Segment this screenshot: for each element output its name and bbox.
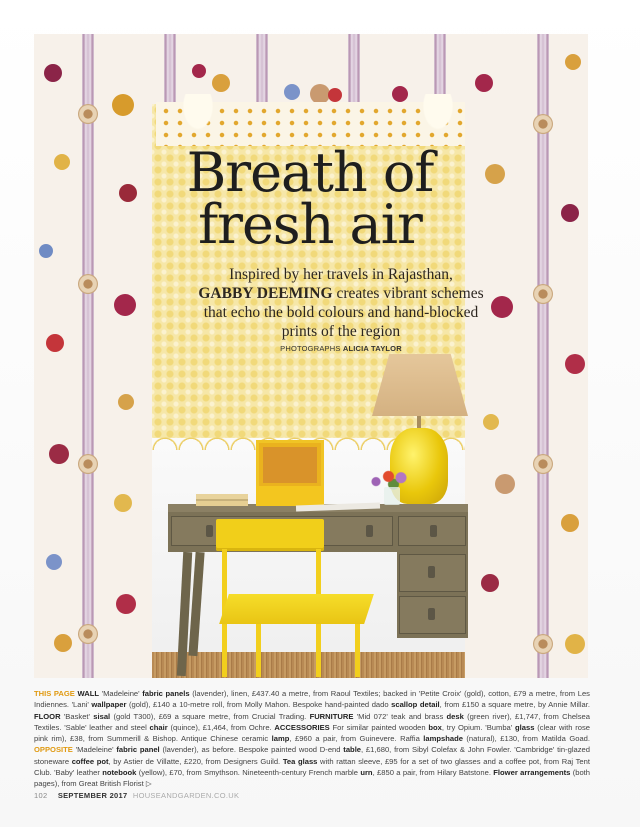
caption-section-heading: THIS PAGE xyxy=(34,689,75,698)
fabric-bow-right xyxy=(420,94,456,134)
caption-item: scallop detail xyxy=(391,700,440,710)
sisal-floor xyxy=(152,652,465,678)
caption-item: glass xyxy=(515,722,535,732)
books xyxy=(196,494,248,506)
caption-item: Flower arrangements xyxy=(493,768,571,778)
caption-category: ACCESSORIES xyxy=(274,722,330,732)
page-footer xyxy=(34,791,239,800)
caption-text: , £850 a pair, from Hilary Batstone. xyxy=(372,768,494,778)
caption-text: (gold), £140 a 10-metre roll, from Molly Mahon. Bespoke hand-painted dado xyxy=(126,700,392,710)
caption-item: table xyxy=(343,745,362,755)
interior-photo xyxy=(34,34,588,678)
caption-category: WALL xyxy=(77,689,100,698)
caption-item: lampshade xyxy=(423,734,463,744)
page-number: 102 xyxy=(34,791,48,800)
standfirst-text: Inspired by her travels in Rajasthan, xyxy=(229,266,453,283)
desk-pedestal xyxy=(397,552,468,638)
product-caption xyxy=(34,688,590,790)
photographer-name: ALICIA TAYLOR xyxy=(342,344,402,353)
standfirst xyxy=(196,265,486,341)
headline xyxy=(150,141,470,256)
caption-text: (clear with rose pink rim), £38, from Summerill & Bishop. Antique Chinese ceramic xyxy=(34,722,591,744)
standfirst-text-2: creates vibrant schemes that echo the bold colours and hand-blocked prints of the region xyxy=(203,285,484,340)
caption-text: (lavender), as before. Bespoke painted wood D-end xyxy=(159,745,344,755)
headline-line-2: fresh air xyxy=(198,193,422,256)
caption-text: (natural), £130, from Matilda Goad. xyxy=(462,734,591,744)
yellow-chair-back xyxy=(216,519,324,551)
chair-leg xyxy=(256,624,261,677)
caption-section-heading: OPPOSITE xyxy=(34,745,73,755)
caption-text: , from £150 a square metre, by Annie Millar. xyxy=(439,700,590,710)
caption-item: fabric panels xyxy=(142,689,190,698)
credit-label: PHOTOGRAPHS xyxy=(280,344,343,353)
caption-text: ▷ xyxy=(145,779,152,789)
caption-text: 'Mid 072' teak and brass xyxy=(353,711,447,721)
caption-item: Tea glass xyxy=(282,756,318,766)
caption-item: lamp xyxy=(271,734,290,744)
caption-text: 'Madeleine' xyxy=(99,689,143,698)
caption-item: fabric panel xyxy=(116,745,160,755)
caption-text: (lavender), linen, £437.40 a metre, from Raoul Textiles; backed in 'Petite Croix' (gold), cotton, £79 a metre, from Les Indiennes. 'Lani' xyxy=(34,689,590,710)
floral-fabric-panel-left xyxy=(34,34,152,678)
author-name: GABBY DEEMING xyxy=(198,285,333,302)
caption-text: (both pages), from Great British Florist xyxy=(34,768,591,789)
caption-text: (green river), £1,747, from Chelsea Textiles. 'Sable' leather and steel xyxy=(34,711,590,732)
caption-category: FLOOR xyxy=(34,711,61,721)
caption-text: , try Opium. 'Bumba' xyxy=(441,722,515,732)
headline-line-1: Breath of xyxy=(186,141,434,204)
caption-text: (yellow), £70, from Smythson. Nineteenth-century French marble xyxy=(136,768,361,778)
caption-item: chair xyxy=(149,722,168,732)
caption-item: urn xyxy=(360,768,373,778)
caption-item: desk xyxy=(446,711,464,721)
caption-text: , £1,680, from Sibyl Colefax & John Fowler. 'Cambridge' tin-glazed stoneware xyxy=(34,745,590,766)
caption-text: (gold T300), £69 a square metre, from Crucial Trading. xyxy=(110,711,310,721)
caption-text: 'Basket' xyxy=(60,711,94,721)
caption-text: , £960 a pair, from Guinevere. Raffia xyxy=(289,734,424,744)
caption-text: with rattan sleeve, £95 for a set of two glasses and a coffee pot, from Raj Tent Club. 'Baby' leather xyxy=(34,756,590,778)
glass-vase xyxy=(384,487,400,505)
caption-text: , by Astier de Villatte, £220, from Designers Guild. xyxy=(108,756,283,766)
caption-text: 'Madeleine' xyxy=(72,745,117,755)
painted-box-base xyxy=(256,486,324,506)
chair-leg xyxy=(355,619,360,677)
caption-item: notebook xyxy=(102,768,137,778)
issue-date: SEPTEMBER 2017 xyxy=(57,791,128,800)
caption-text: For similar painted wooden xyxy=(329,722,429,732)
painted-box xyxy=(256,440,324,490)
fabric-bow-left xyxy=(180,94,216,134)
caption-item: coffee pot xyxy=(71,756,109,766)
caption-text: (quince), £1,464, from Ochre. xyxy=(167,722,275,732)
caption-item: sisal xyxy=(93,711,111,721)
floral-fabric-panel-right xyxy=(465,34,588,678)
lamp-finial xyxy=(417,416,421,428)
yellow-chair-seat xyxy=(219,594,374,624)
caption-category: FURNITURE xyxy=(309,711,354,721)
caption-item: wallpaper xyxy=(91,700,127,710)
caption-item: box xyxy=(428,722,442,732)
website: HOUSEANDGARDEN.CO.UK xyxy=(132,791,240,800)
photo-credit xyxy=(196,344,486,353)
